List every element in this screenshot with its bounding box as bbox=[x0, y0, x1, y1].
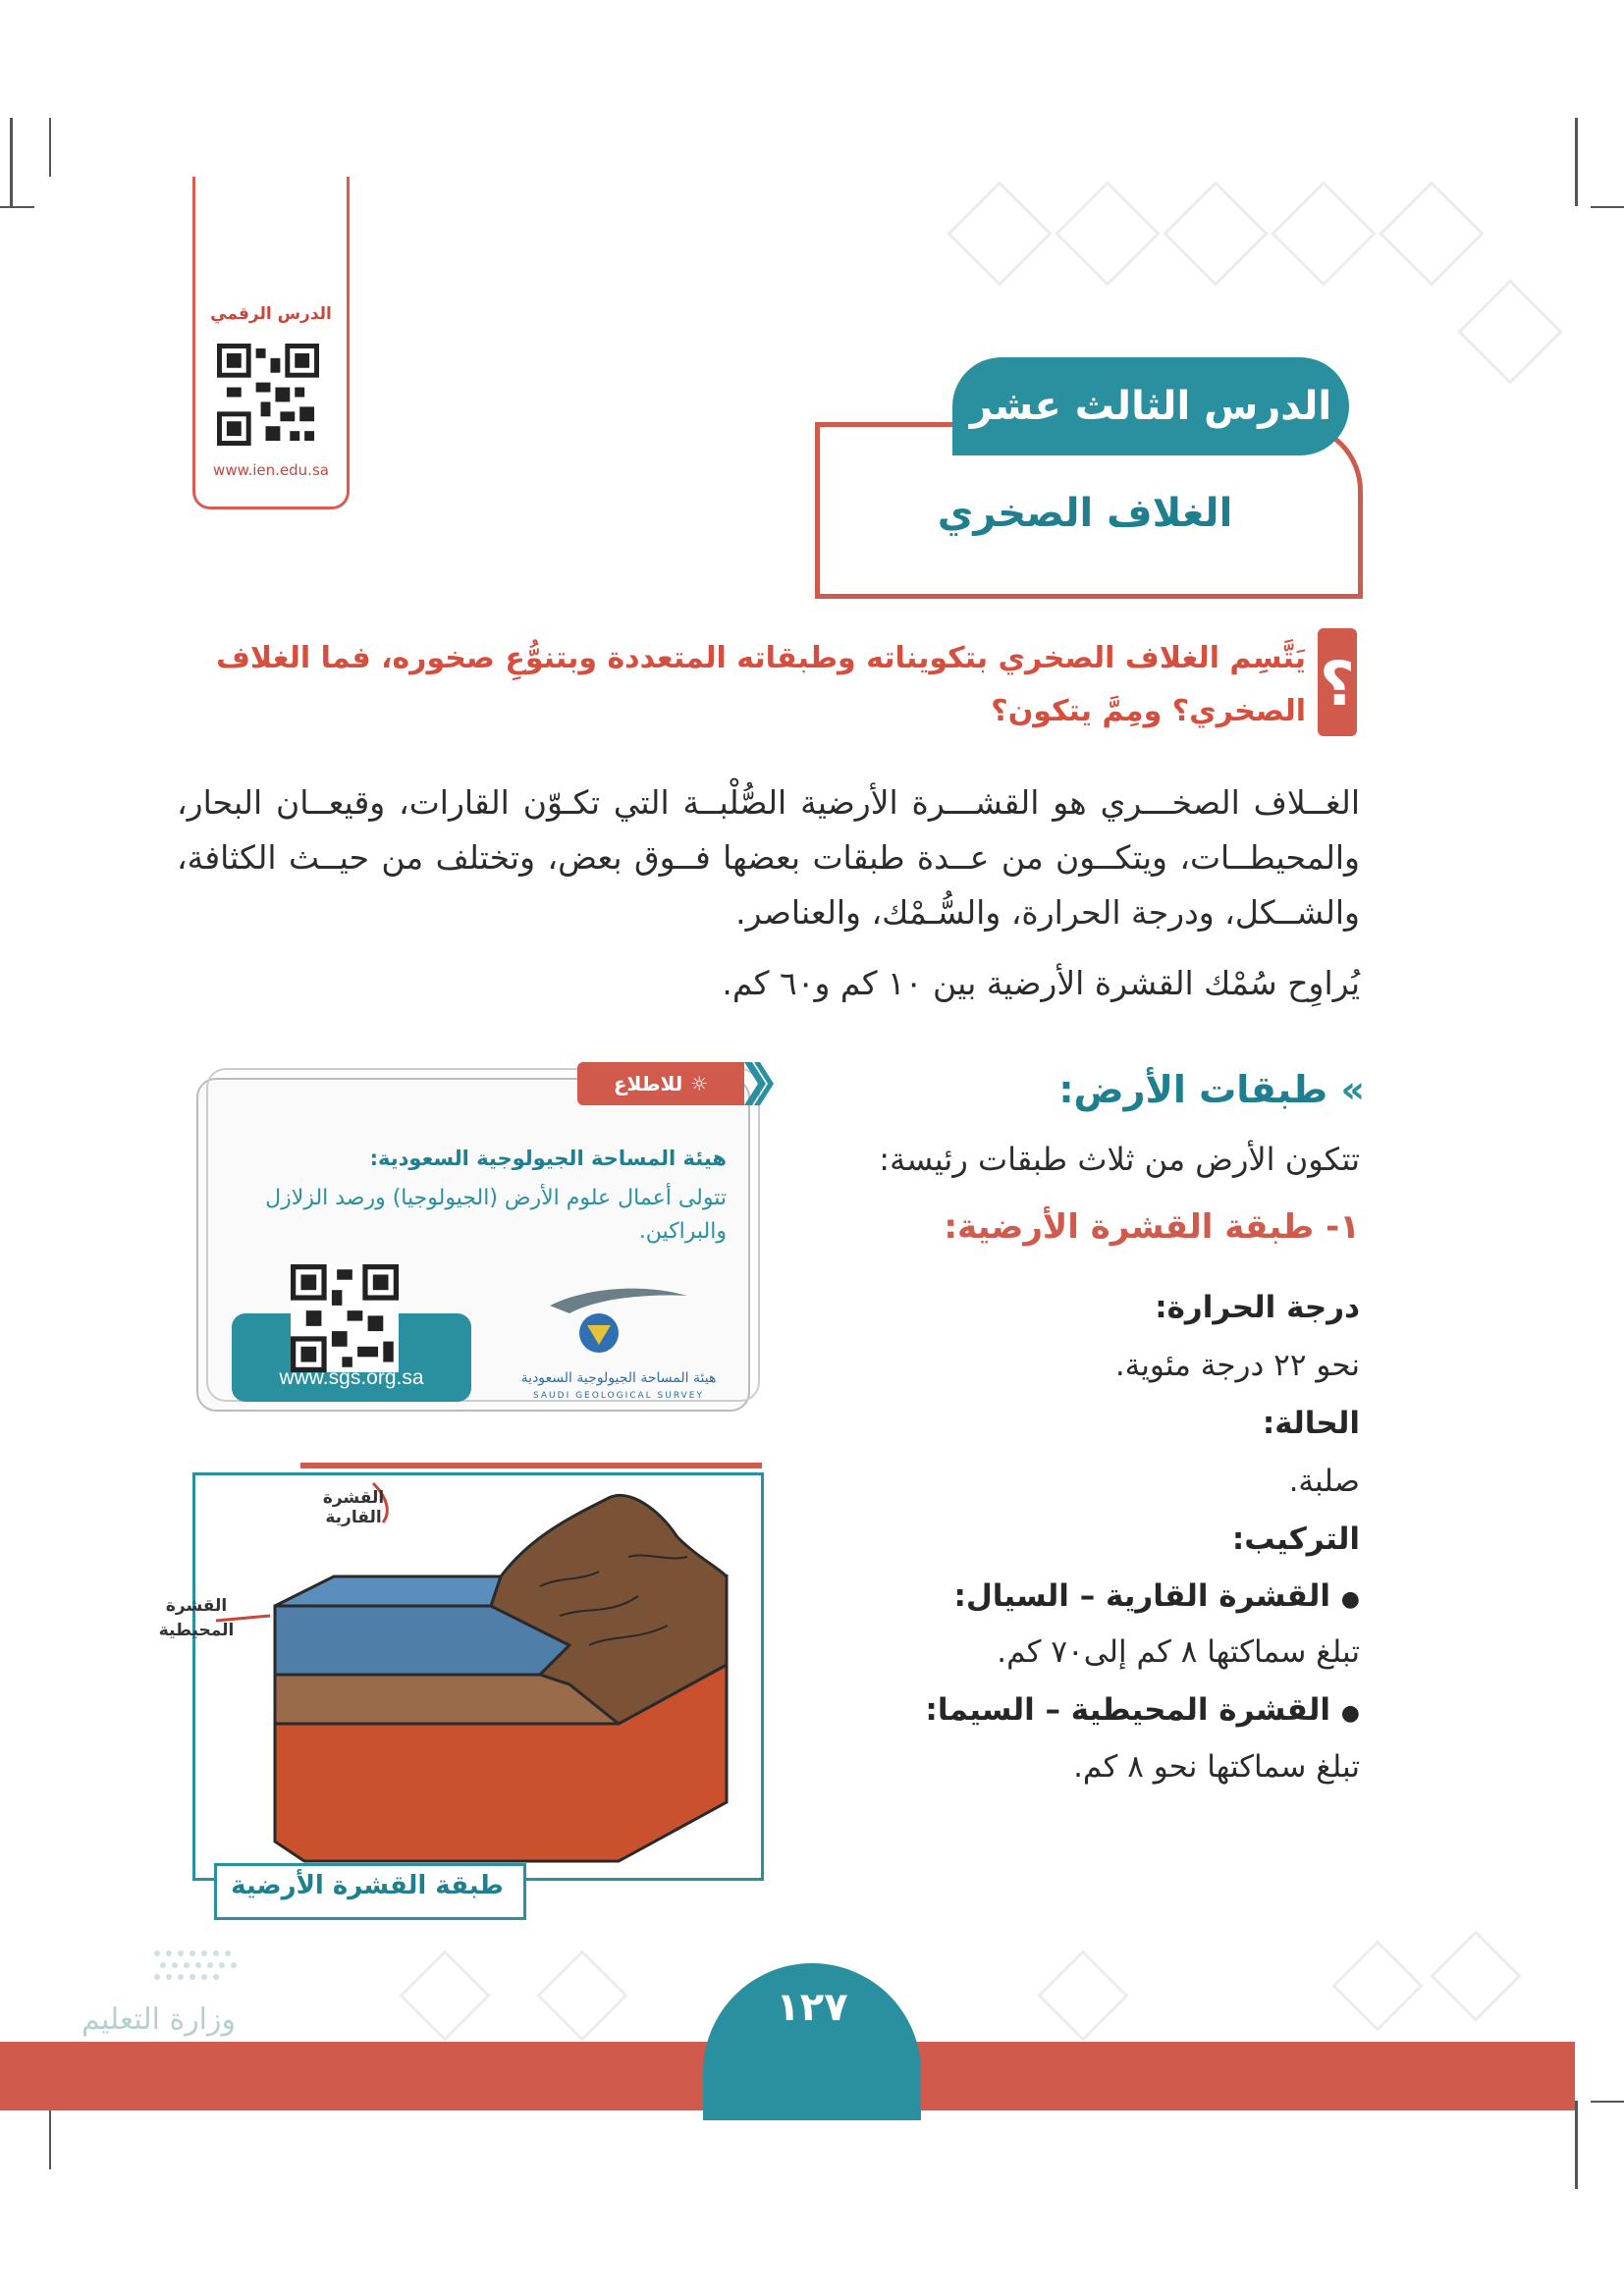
question-mark-icon bbox=[1318, 628, 1357, 736]
svg-text:؟: ؟ bbox=[1320, 648, 1355, 720]
qr-code-icon[interactable] bbox=[291, 1264, 399, 1372]
info-title: هيئة المساحة الجيولوجية السعودية: bbox=[369, 1147, 727, 1170]
oceanic-crust-label bbox=[805, 1692, 1360, 1728]
oceanic-crust-value: تبلغ سماكتها نحو ٨ كم. bbox=[1073, 1749, 1360, 1785]
digital-lesson-box bbox=[192, 177, 350, 509]
diagram-caption: طبقة القشرة الأرضية bbox=[231, 1871, 504, 1900]
decor-square bbox=[399, 1949, 490, 2041]
state-label: الحالة: bbox=[1262, 1406, 1360, 1441]
double-chevron-icon bbox=[744, 1062, 774, 1105]
sgs-logo-text-en: SAUDI GEOLOGICAL SURVEY bbox=[533, 1391, 704, 1401]
label-oceanic-line1: القشرة bbox=[165, 1596, 228, 1616]
sgs-logo-text: هيئة المساحة الجيولوجية السعودية bbox=[520, 1370, 717, 1386]
crust-heading: ١- طبقة القشرة الأرضية: bbox=[944, 1207, 1360, 1247]
continental-crust-text: القشرة القارية – السيال: bbox=[953, 1578, 1330, 1614]
lesson-question: يَتَّسِم الغلاف الصخري بتكويناته وطبقاته المتعددة وبتنوُّعِ صخوره، فما الغلاف الصخري؟ ومِمَّ يتكون؟ bbox=[216, 641, 1306, 728]
crop-mark bbox=[1575, 2101, 1578, 2189]
label-continental-line1: القشرة bbox=[322, 1488, 385, 1508]
crop-mark bbox=[1591, 206, 1624, 208]
label-continental-line2: القارية bbox=[325, 1508, 382, 1527]
decor-square bbox=[1163, 181, 1268, 286]
info-tag-label: للاطلاع bbox=[613, 1072, 683, 1095]
temperature-label: درجة الحرارة: bbox=[1155, 1290, 1360, 1325]
thickness-note: يُراوِح سُمْك القشرة الأرضية بين ١٠ كم و٦٠ كم. bbox=[722, 964, 1360, 1002]
oceanic-crust-text: القشرة المحيطية – السيما: bbox=[925, 1692, 1330, 1728]
decor-square bbox=[1379, 181, 1484, 286]
ministry-logo-dots-icon bbox=[147, 1944, 304, 2002]
crust-diagram bbox=[158, 1478, 746, 1871]
qr-code-icon[interactable] bbox=[217, 344, 319, 446]
info-tag bbox=[577, 1062, 744, 1105]
ministry-wordmark: وزارة التعليم bbox=[81, 2002, 236, 2037]
lesson-number: الدرس الثالث عشر bbox=[952, 357, 1349, 455]
decor-square bbox=[1055, 181, 1160, 286]
state-value: صلبة. bbox=[1288, 1464, 1360, 1499]
decor-square bbox=[1037, 1949, 1128, 2041]
continental-crust-value: تبلغ سماكتها ٨ كم إلى٧٠ كم. bbox=[997, 1634, 1360, 1670]
decor-square bbox=[536, 1949, 627, 2041]
label-oceanic-line2: المحيطية bbox=[158, 1621, 235, 1640]
diagram-top-bar bbox=[300, 1463, 762, 1468]
continental-crust-label bbox=[805, 1578, 1360, 1614]
ocean-surface bbox=[275, 1576, 511, 1606]
sgs-logo-icon bbox=[520, 1276, 717, 1404]
lightbulb-icon: ☼ bbox=[690, 1072, 709, 1095]
crop-mark bbox=[49, 2101, 51, 2169]
crop-mark bbox=[0, 206, 34, 208]
bullet-icon: ● bbox=[1340, 1701, 1360, 1726]
crop-mark bbox=[49, 118, 51, 177]
info-body: تتولى أعمال علوم الأرض (الجيولوجيا) ورصد الزلازل والبراكين. bbox=[265, 1186, 727, 1244]
section-heading-text: طبقات الأرض: bbox=[1058, 1068, 1328, 1111]
temperature-value: نحو ٢٢ درجة مئوية. bbox=[1114, 1348, 1360, 1383]
intro-paragraph: الغــلاف الصخـــري هو القشـــرة الأرضية الصُّلْبــة التي تكـوّن القارات، وقيعــان البحار، والمحيطــات، ويتكــون من عــدة طبقات بعضها فــوق بعض، وتختلف من حيــث الكثافة، والشــكل، ودرجة الحرارة، والسُّـمْك، والعناصر. bbox=[177, 783, 1360, 932]
crop-mark bbox=[1575, 118, 1578, 206]
digital-lesson-label: الدرس الرقمي bbox=[210, 304, 332, 324]
decor-square bbox=[947, 181, 1052, 286]
layers-intro: تتكون الأرض من ثلاث طبقات رئيسة: bbox=[879, 1141, 1360, 1178]
decor-square bbox=[1457, 279, 1562, 384]
digital-lesson-url[interactable]: www.ien.edu.sa bbox=[213, 461, 329, 479]
lesson-title: الغلاف الصخري bbox=[937, 491, 1233, 536]
crop-mark bbox=[1591, 2101, 1624, 2103]
double-chevron-icon: » bbox=[1340, 1068, 1365, 1111]
decor-square bbox=[1271, 181, 1376, 286]
decor-square bbox=[1430, 1930, 1521, 2021]
page-number: ١٢٧ bbox=[776, 1985, 848, 2030]
sgs-url[interactable]: www.sgs.org.sa bbox=[279, 1366, 424, 1389]
bullet-icon: ● bbox=[1340, 1587, 1360, 1612]
crop-mark bbox=[10, 118, 13, 206]
composition-label: التركيب: bbox=[1231, 1522, 1360, 1557]
section-heading-earth-layers bbox=[1041, 1068, 1365, 1111]
decor-square bbox=[1331, 1940, 1423, 2031]
